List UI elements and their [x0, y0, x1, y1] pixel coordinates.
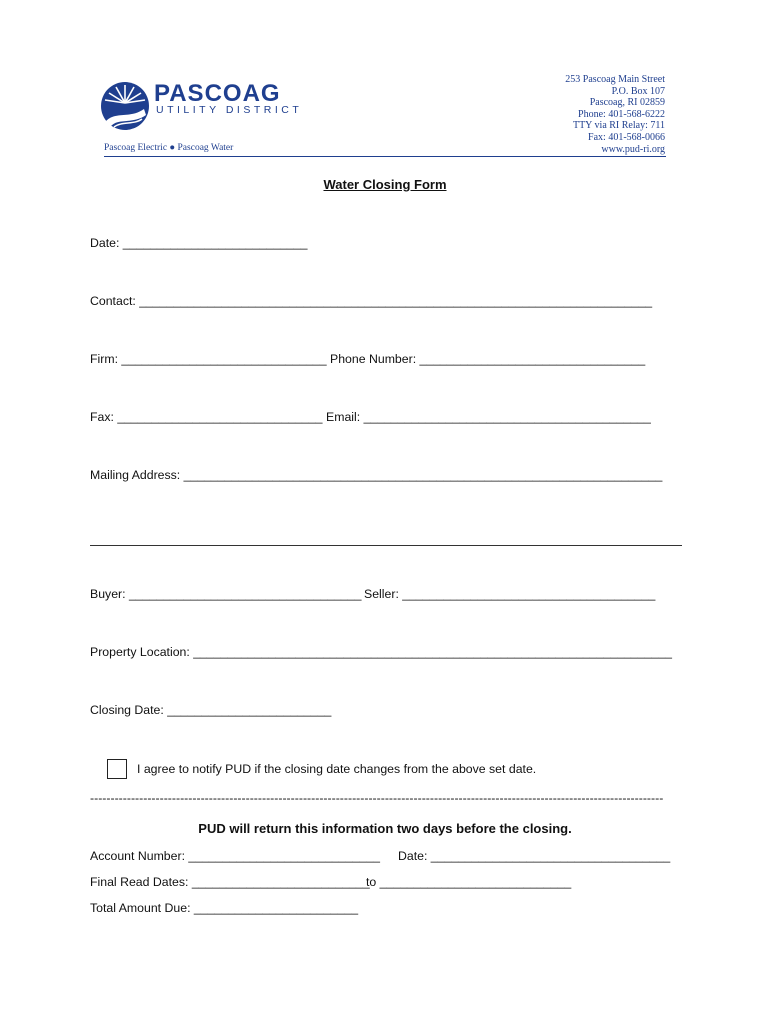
header-rule	[104, 156, 666, 157]
address-line: www.pud-ri.org	[601, 143, 665, 155]
address-line: Fax: 401-568-0066	[588, 131, 665, 143]
address-line: TTY via RI Relay: 711	[572, 120, 665, 132]
firm-field[interactable]: Firm: ______________________________	[90, 352, 327, 366]
date-field[interactable]: Date: ___________________________	[90, 236, 308, 250]
address-line: Pascoag, RI 02859	[589, 97, 665, 109]
fax-field[interactable]: Fax: ______________________________	[90, 410, 323, 424]
address-line: P.O. Box 107	[611, 85, 665, 97]
agree-checkbox[interactable]	[107, 759, 127, 779]
buyer-field[interactable]: Buyer: __________________________________	[90, 587, 362, 601]
agree-label: I agree to notify PUD if the closing date changes from the above set date.	[137, 762, 537, 776]
brand-name: PASCOAG	[154, 80, 281, 107]
address-line: Phone: 401-568-6222	[578, 108, 665, 120]
office-date-field[interactable]: Date: ___________________________________	[398, 849, 671, 863]
property-location-field[interactable]: Property Location: ______________________________________________________________________	[90, 645, 672, 659]
address-block	[565, 74, 665, 155]
email-field[interactable]: Email: __________________________________________	[326, 410, 651, 424]
address-line: 253 Pascoag Main Street	[565, 74, 665, 85]
closing-date-field[interactable]: Closing Date: ________________________	[90, 703, 332, 717]
contact-field[interactable]: Contact: ___________________________________________________________________________	[90, 294, 653, 308]
seller-field[interactable]: Seller: _____________________________________	[364, 587, 656, 601]
mailing-address-field[interactable]: Mailing Address: ______________________________________________________________________	[90, 468, 663, 482]
phone-number-field[interactable]: Phone Number: _________________________________	[330, 352, 646, 366]
brand-tagline: Pascoag Electric ● Pascoag Water	[104, 143, 234, 153]
final-read-to-field[interactable]: to ____________________________	[366, 875, 572, 889]
total-amount-due-field[interactable]: Total Amount Due: ________________________	[90, 901, 359, 915]
logo-emblem-icon	[101, 82, 149, 130]
brand-subtitle: UTILITY DISTRICT	[156, 104, 303, 116]
account-number-field[interactable]: Account Number: ____________________________	[90, 849, 380, 863]
final-read-dates-field[interactable]: Final Read Dates: __________________________	[90, 875, 370, 889]
form-title: Water Closing Form	[323, 177, 447, 192]
return-note: PUD will return this information two days before the closing.	[198, 821, 572, 836]
dashed-separator: --------------------------------------------------------------------------------------------------------------------------------------------	[90, 791, 664, 805]
section-divider	[90, 545, 682, 546]
